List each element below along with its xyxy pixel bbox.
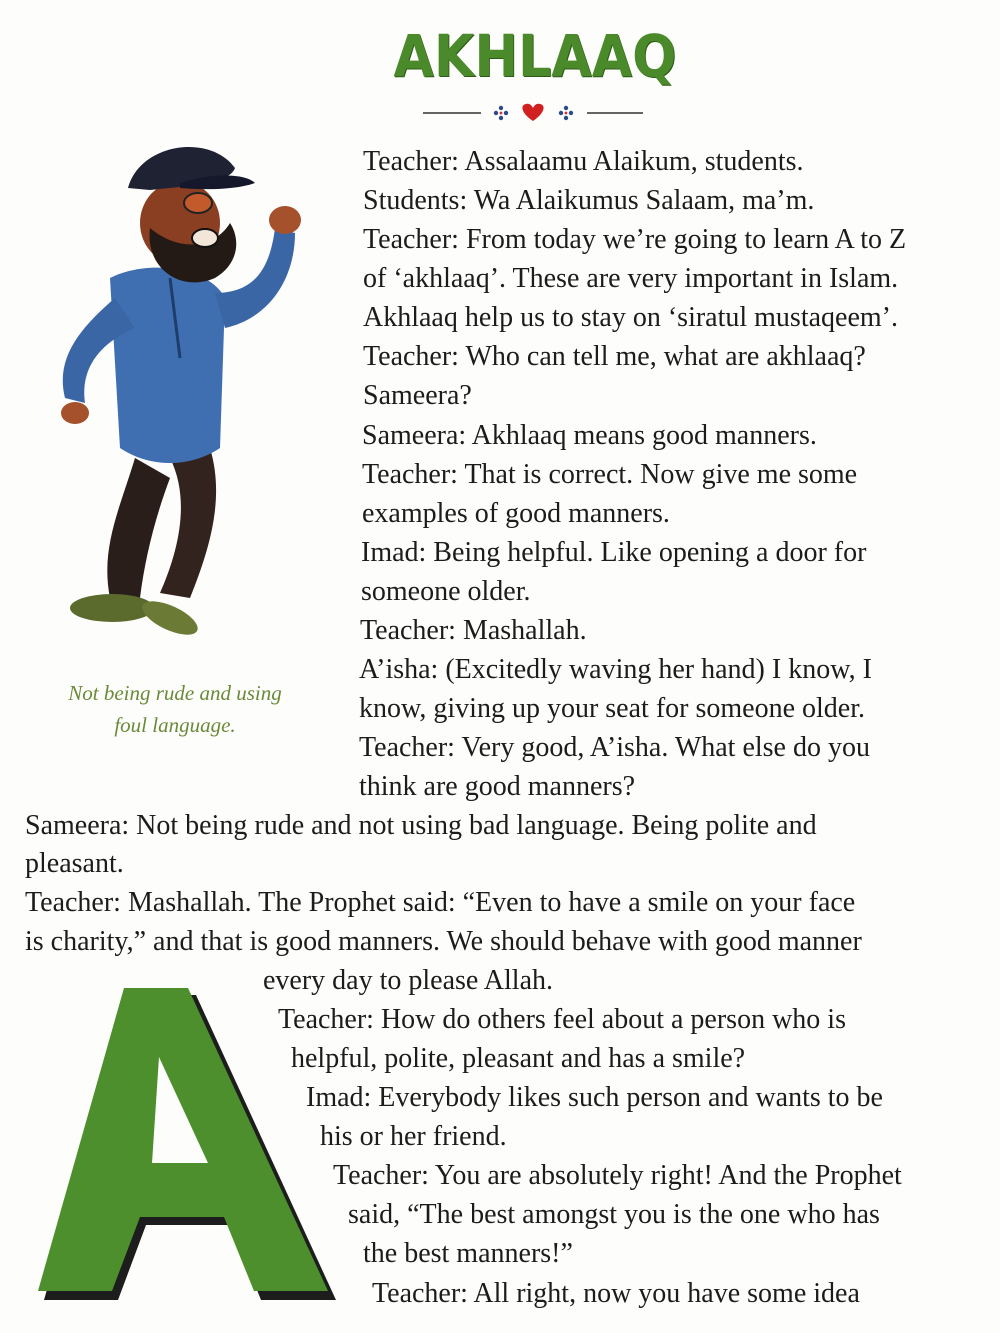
dialogue-line: Teacher: Who can tell me, what are akhlaaq? [363,341,866,372]
dialogue-line: Imad: Everybody likes such person and wants to be [306,1082,883,1113]
dialogue-line: Imad: Being helpful. Like opening a door for [361,537,867,568]
angry-man-illustration [40,128,340,668]
dialogue-line: Teacher: Assalaamu Alaikum, students. [363,146,804,177]
dialogue-line: is charity,” and that is good manners. We should behave with good manner [25,926,862,957]
dialogue-line: someone older. [361,576,531,607]
dialogue-line: of ‘akhlaaq’. These are very important in Islam. [363,263,899,294]
dialogue-line: said, “The best amongst you is the one who has [348,1199,880,1230]
dialogue-line: Teacher: From today we’re going to learn A to Z [363,224,907,255]
dialogue-line: the best manners!” [363,1238,573,1269]
dialogue-line: his or her friend. [320,1121,507,1152]
dialogue-line: Teacher: Mashallah. The Prophet said: “Even to have a smile on your face [25,887,856,918]
dialogue-line: know, giving up your seat for someone older. [359,693,865,724]
dialogue-line: every day to please Allah. [263,965,554,996]
dialogue-line: Sameera? [363,380,472,411]
dialogue-line: A’isha: (Excitedly waving her hand) I know, I [359,654,872,685]
heart-icon [522,104,543,121]
dialogue-line: Teacher: How do others feel about a person who is [278,1004,846,1035]
dialogue-line: Teacher: Mashallah. [360,615,587,646]
caption-line: foul language. [114,713,236,737]
dialogue-line: helpful, polite, pleasant and has a smile? [291,1043,746,1074]
dialogue-line: Sameera: Not being rude and not using bad language. Being polite and [25,810,817,841]
illustration-caption [40,677,310,741]
diamond-ornament-icon [494,106,508,120]
title-ornament [423,102,643,124]
diamond-ornament-icon [559,106,573,120]
page-title: AKHLAAQ [393,22,677,90]
dialogue-line: pleasant. [25,848,124,879]
dialogue-line: think are good manners? [359,771,636,802]
dialogue-line: Teacher: You are absolutely right! And the Prophet [333,1160,902,1191]
caption-line: Not being rude and using [68,681,282,705]
dialogue-line: Akhlaaq help us to stay on ‘siratul mustaqeem’. [363,302,898,333]
dialogue-line: Teacher: Very good, A’isha. What else do you [359,732,870,763]
dialogue-line: Students: Wa Alaikumus Salaam, ma’m. [363,185,815,216]
dialogue-line: Teacher: That is correct. Now give me some [362,459,858,490]
dialogue-line: Teacher: All right, now you have some idea [372,1278,860,1309]
dialogue-line: examples of good manners. [362,498,670,529]
dialogue-line: Sameera: Akhlaaq means good manners. [362,420,817,451]
